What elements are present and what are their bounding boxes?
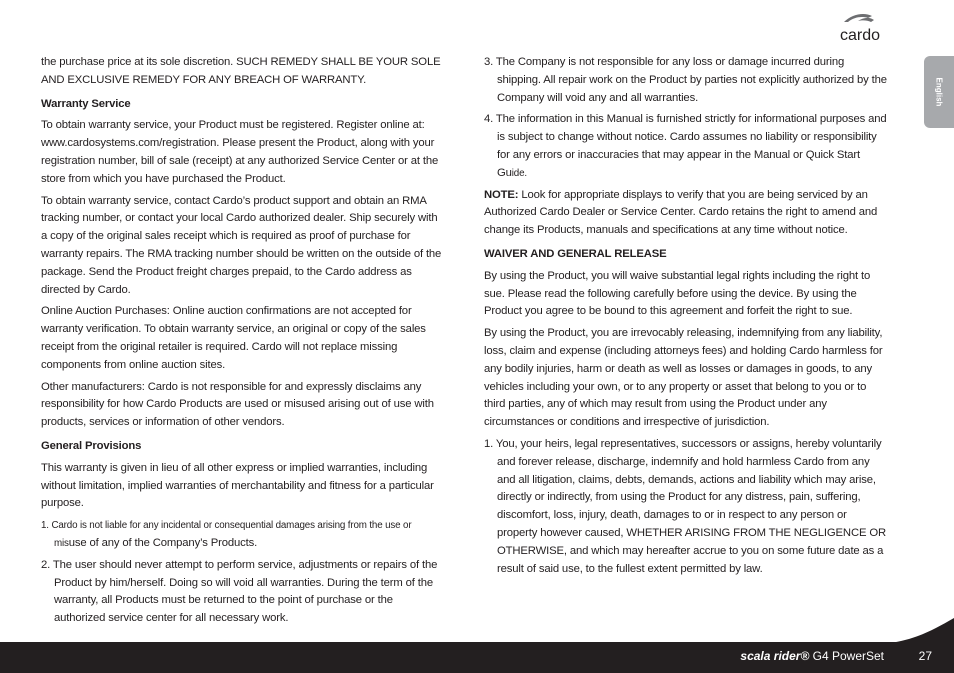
list-item-4-main: 4. The information in this Manual is furnished strictly for informational purposes and is subject to change without notice. Cardo assumes no liability or responsibility for any errors or inaccuracies that may appear in the Manual or Quick Start Gu [484,113,887,179]
list-item-1-rest: use of any of the Company’s Products. [68,536,258,549]
footer-product-name [740,649,884,663]
cardo-logo [838,12,886,42]
warranty-paragraph-3: Online Auction Purchases: Online auction confirmations are not accepted for warranty verification. To obtain warranty service, an original or copy of the sales receipt from the original retailer is required. Cardo will not replace missing components from online auction sites. [41,305,426,371]
general-paragraph-1: This warranty is given in lieu of all other express or implied warranties, including without limitation, implied warranties of merchantability and fitness for a particular purpose. [41,461,434,510]
note-label: NOTE: [484,188,519,201]
page-number: 27 [918,649,932,663]
warranty-service-heading: Warranty Service [41,97,131,110]
note-text: Look for appropriate displays to verify that you are being serviced by an Authorized Cardo Dealer or Service Center. Cardo retains the right to amend and change its Products, manuals and specifications at any time without notice. [484,188,878,237]
cardo-logo-text: cardo [840,27,881,42]
footer-brand: scala rider® [740,649,810,663]
waiver-paragraph-2: By using the Product, you are irrevocably releasing, indemnifying from any liability, loss, claim and expense (including attorneys fees) and holding Cardo harmless for any bodily injuries, harm or death as well as losses or damages in goods, to any vehicles including your own, or to any property or asset that belong to you or to third parties, any of which may result from using the Product under any circumstances or conditions and irrespective of jurisdiction. [484,327,883,429]
left-column [41,54,445,632]
warranty-paragraph-2: To obtain warranty service, contact Cardo’s product support and obtain an RMA tracking number, or contact your local Cardo authorized dealer. Ship securely with a copy of the original sales receipt which is required as proof of purchase for warranty repairs. The RMA tracking number should be written on the outside of the package. Send the Product freight charges prepaid, to the Cardo address as directed by Cardo. [41,194,442,296]
language-tab [924,56,954,128]
list-item-1 [41,517,445,553]
list-item-4 [484,111,888,182]
warranty-paragraph-4: Other manufacturers: Cardo is not responsible for and expressly disclaims any responsibility for how Cardo Products are used or misused arising out of use with products, services or information of other vendors. [41,380,434,429]
footer-model: G4 PowerSet [809,649,884,663]
page-footer [0,642,954,673]
language-tab-label: English [934,77,944,107]
warranty-paragraph-1: To obtain warranty service, your Product must be registered. Register online at: www.cardosystems.com/registration. Please present the Product, along with your registration number, bill of sale (receipt) at any authorized Service Center or at the store from which you have purchased the Product. [41,119,439,185]
list-item-1-small: 1. Cardo is not liable for any incidental or consequential damages arising from the use or mis [41,520,412,549]
list-item-3: 3. The Company is not responsible for any loss or damage incurred during shipping. All repair work on the Product by parties not explicitly authorized by the Company will void any and all warranties. [484,56,887,104]
general-provisions-heading: General Provisions [41,439,142,452]
waiver-paragraph-1: By using the Product, you will waive substantial legal rights including the right to sue. Please read the following carefully before using the device. By using the Product you agree to be bound to this agreement and forfeit the right to sue. [484,269,871,318]
note-paragraph [484,187,888,240]
list-item-2: 2. The user should never attempt to perform service, adjustments or repairs of the Product by him/herself. Doing so will void all warranties. During the term of the warranty, all Products must be returned to the point of purchase or the authorized service center for all necessary work. [41,558,438,625]
waiver-list-item-1: 1. You, your heirs, legal representatives, successors or assigns, hereby voluntarily and forever release, discharge, indemnify and hold harmless Cardo from any and all litigation, claims, debts, demands, actions and liability which may arise, directly or indirectly, from using the Product for any distress, pain, suffering, discomfort, loss, injury, death, damages to or in respect to any person or property however caused, WHETHER ARISING FROM THE NEGLIGENCE OR OTHERWISE, and which may hereafter accrue to you on some future date as a result of said use, to the fullest extent permitted by law. [484,437,886,575]
waiver-heading: WAIVER AND GENERAL RELEASE [484,247,667,260]
right-column [484,54,888,582]
list-item-4-tail: ide. [511,167,527,179]
footer-corner-curve [880,618,954,644]
intro-paragraph: the purchase price at its sole discretion. SUCH REMEDY SHALL BE YOUR SOLE AND EXCLUSIVE REMEDY FOR ANY BREACH OF WARRANTY. [41,56,441,86]
